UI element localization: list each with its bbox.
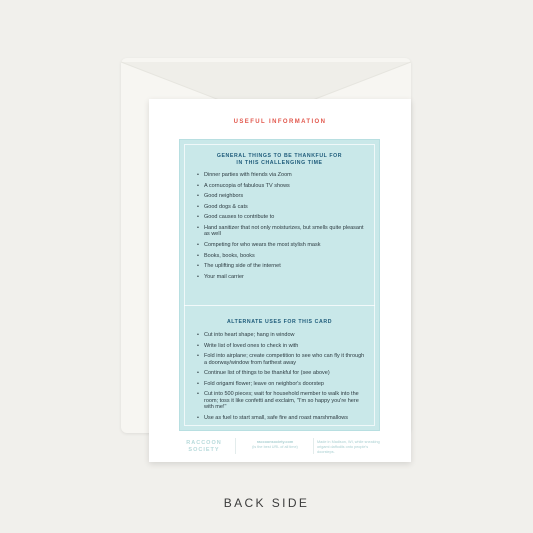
section-title-line: IN THIS CHALLENGING TIME (236, 160, 323, 166)
list-item-text: Write list of loved ones to check in with (204, 342, 299, 349)
bullet: • (197, 380, 199, 387)
bullet: • (197, 414, 199, 421)
list-item (197, 225, 367, 238)
section-title-line: GENERAL THINGS TO BE THANKFUL FOR (216, 153, 343, 159)
thankful-list (197, 172, 367, 284)
list-item (197, 391, 367, 410)
list-item-text: Competing for who wears the most stylish mask (204, 241, 321, 248)
card-footer (179, 436, 380, 458)
bullet: • (197, 193, 199, 200)
footer-website (241, 440, 309, 450)
list-item (197, 343, 367, 349)
list-item-text: Fold origami flower; leave on neighbor's doorstep (204, 380, 324, 387)
list-item (197, 214, 367, 220)
bullet: • (197, 370, 199, 377)
list-item-text: Use as fuel to start small, safe fire and roast marshmallows (204, 414, 348, 421)
bullet: • (197, 263, 199, 270)
list-item-text: Your mail carrier (204, 273, 244, 280)
list-item-text: Good neighbors (204, 193, 244, 200)
list-item (197, 204, 367, 210)
list-item-text: Hand sanitizer that not only moisturizes, but smells quite pleasant as well (204, 224, 364, 238)
section-title-alternate: ALTERNATE USES FOR THIS CARD (226, 319, 333, 325)
bullet: • (197, 273, 199, 280)
bullet: • (197, 332, 199, 338)
list-item-text: A cornucopia of fabulous TV shows (204, 182, 290, 189)
list-item (197, 274, 367, 280)
list-item (197, 263, 367, 269)
bullet: • (197, 342, 199, 349)
list-item-text: Good dogs & cats (204, 203, 248, 210)
section-divider (184, 305, 375, 306)
card-eyebrow: USEFUL INFORMATION (233, 119, 327, 125)
list-item-text: Books, books, books (204, 252, 255, 259)
list-item-text: The uplifting side of the internet (204, 263, 281, 270)
list-item-text: Cut into heart shape; hang in window (204, 332, 295, 338)
list-item (197, 415, 367, 421)
list-item (197, 172, 367, 178)
logo-line: SOCIETY (188, 446, 220, 453)
bullet: • (197, 353, 199, 360)
website-url: raccoonsociety.com (256, 440, 294, 444)
list-item (197, 353, 367, 366)
info-panel (179, 139, 380, 431)
list-item (197, 253, 367, 259)
list-item (197, 183, 367, 189)
bullet: • (197, 241, 199, 248)
list-item-text: Continue list of things to be thankful for (see above) (204, 370, 330, 377)
list-item (197, 242, 367, 248)
bullet: • (197, 252, 199, 259)
side-caption: BACK SIDE (223, 496, 310, 510)
alternate-uses-list (197, 332, 367, 425)
list-item (197, 193, 367, 199)
list-item-text: Cut into 500 pieces; wait for household member to walk into the room; toss it like confetti and exclaim, "I'm so happy you're here with me!" (204, 391, 359, 411)
list-item-text: Dinner parties with friends via Zoom (204, 172, 292, 178)
footer-divider (313, 438, 314, 454)
bullet: • (197, 224, 199, 231)
list-item (197, 370, 367, 376)
website-tagline: (is the best URL of all time) (252, 445, 298, 449)
logo-line: RACCOON (186, 440, 222, 446)
raccoon-society-logo (179, 440, 229, 453)
bullet: • (197, 182, 199, 189)
list-item-text: Fold into airplane; create competition to see who can fly it through a doorway/window from farthest away (204, 353, 365, 366)
bullet: • (197, 172, 199, 178)
footer-divider (235, 438, 236, 454)
section-title-thankful (180, 153, 379, 167)
footer-made-in: Made in Madison, WI, while sneaking origami daffodils onto people's doorsteps. (317, 440, 380, 454)
list-item-text: Good causes to contribute to (204, 214, 275, 221)
bullet: • (197, 203, 199, 210)
list-item (197, 381, 367, 387)
card-back (149, 99, 411, 462)
bullet: • (197, 391, 199, 398)
list-item (197, 332, 367, 338)
bullet: • (197, 214, 199, 221)
